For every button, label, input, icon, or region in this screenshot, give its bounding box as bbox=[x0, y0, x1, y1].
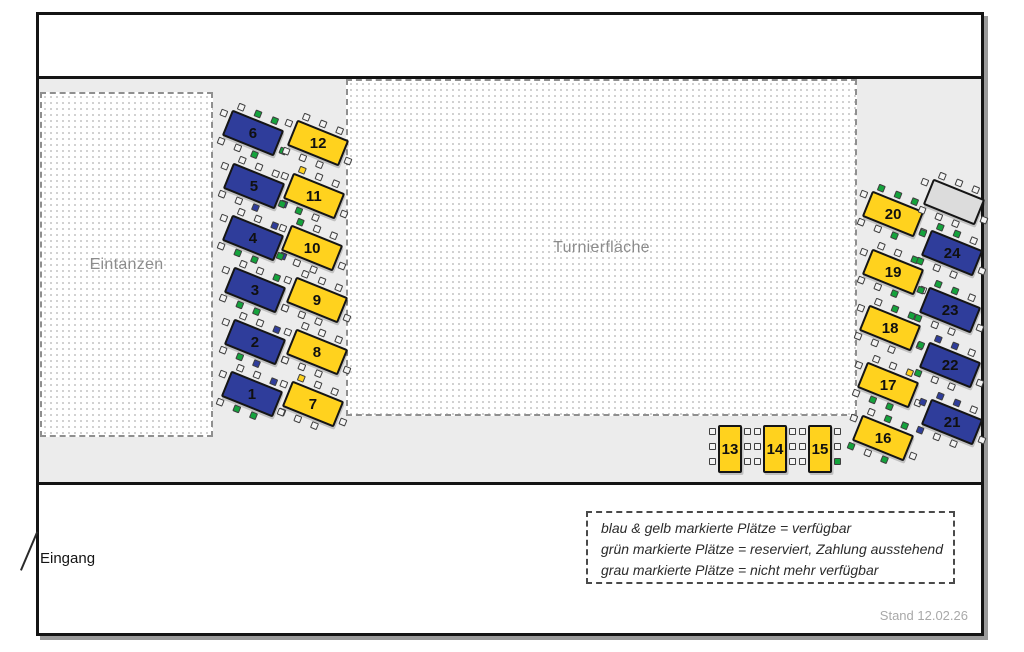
seat-green[interactable] bbox=[270, 116, 279, 125]
seat-gray[interactable] bbox=[219, 346, 228, 355]
seat-gray[interactable] bbox=[280, 172, 289, 181]
seat-gray[interactable] bbox=[854, 361, 863, 370]
table-number: 20 bbox=[884, 205, 902, 223]
seat-gray[interactable] bbox=[932, 432, 941, 441]
seat-gray[interactable] bbox=[947, 382, 956, 391]
seat-gray[interactable] bbox=[216, 398, 225, 407]
seat-gray[interactable] bbox=[237, 103, 246, 112]
seat-gray[interactable] bbox=[278, 224, 287, 233]
table-number: 2 bbox=[250, 333, 260, 351]
seat-gray[interactable] bbox=[218, 190, 227, 199]
seat-gray[interactable] bbox=[236, 364, 245, 373]
seat-gray[interactable] bbox=[283, 276, 292, 285]
seat-gray[interactable] bbox=[932, 263, 941, 272]
seat-gray[interactable] bbox=[789, 443, 796, 450]
seat-green[interactable] bbox=[885, 402, 894, 411]
seat-gray[interactable] bbox=[930, 320, 939, 329]
seat-gray[interactable] bbox=[217, 137, 226, 146]
seat-gray[interactable] bbox=[799, 458, 806, 465]
seat-gray[interactable] bbox=[893, 248, 902, 257]
seat-gray[interactable] bbox=[859, 248, 868, 257]
table-number: 6 bbox=[248, 124, 258, 142]
seat-blue[interactable] bbox=[916, 426, 925, 435]
seat-green[interactable] bbox=[252, 307, 261, 316]
seat-gray[interactable] bbox=[281, 304, 290, 313]
seat-green[interactable] bbox=[250, 150, 259, 159]
table-number: 23 bbox=[941, 301, 959, 319]
table-number: 14 bbox=[766, 440, 784, 458]
seat-gray[interactable] bbox=[233, 143, 242, 152]
table-15-top[interactable] bbox=[808, 425, 832, 473]
status-date-label: Stand 12.02.26 bbox=[879, 608, 968, 623]
seat-gray[interactable] bbox=[309, 265, 318, 274]
seat-gray[interactable] bbox=[859, 190, 868, 199]
seat-gray[interactable] bbox=[971, 185, 980, 194]
seat-blue[interactable] bbox=[252, 359, 261, 368]
seat-green[interactable] bbox=[914, 314, 923, 323]
seat-gray[interactable] bbox=[292, 258, 301, 267]
seat-gray[interactable] bbox=[857, 218, 866, 227]
legend-line-available: blau & gelb markierte Plätze = verfügbar bbox=[601, 520, 852, 536]
seat-green[interactable] bbox=[235, 352, 244, 361]
seat-gray[interactable] bbox=[920, 178, 929, 187]
seat-blue[interactable] bbox=[934, 335, 943, 344]
legend-box bbox=[586, 511, 955, 584]
seat-gray[interactable] bbox=[314, 317, 323, 326]
seat-green[interactable] bbox=[914, 369, 923, 378]
seat-gray[interactable] bbox=[343, 156, 352, 165]
seat-gray[interactable] bbox=[315, 160, 324, 169]
seat-gray[interactable] bbox=[331, 179, 340, 188]
seat-gray[interactable] bbox=[318, 119, 327, 128]
seat-green[interactable] bbox=[847, 442, 856, 451]
seat-gray[interactable] bbox=[888, 361, 897, 370]
seat-gray[interactable] bbox=[330, 387, 339, 396]
seat-gray[interactable] bbox=[834, 428, 841, 435]
seat-gray[interactable] bbox=[220, 162, 229, 171]
seat-gray[interactable] bbox=[977, 435, 986, 444]
seat-gray[interactable] bbox=[311, 213, 320, 222]
seat-green[interactable] bbox=[232, 404, 241, 413]
table-number: 1 bbox=[247, 385, 257, 403]
table-number: 15 bbox=[811, 440, 829, 458]
seat-green[interactable] bbox=[253, 109, 262, 118]
seat-gray[interactable] bbox=[281, 356, 290, 365]
seat-gray[interactable] bbox=[857, 276, 866, 285]
eintanzen-label: Eintanzen bbox=[89, 255, 164, 273]
table-number: 19 bbox=[884, 263, 902, 281]
seat-gray[interactable] bbox=[934, 212, 943, 221]
seat-green[interactable] bbox=[916, 257, 925, 266]
seat-blue[interactable] bbox=[251, 203, 260, 212]
seat-yellow[interactable] bbox=[297, 374, 306, 383]
seat-gray[interactable] bbox=[314, 369, 323, 378]
table-number: 3 bbox=[250, 281, 260, 299]
seat-yellow[interactable] bbox=[298, 166, 307, 175]
seat-gray[interactable] bbox=[744, 443, 751, 450]
seat-gray[interactable] bbox=[709, 443, 716, 450]
seat-gray[interactable] bbox=[297, 310, 306, 319]
legend-line-reserved: grün markierte Plätze = reserviert, Zahlung ausstehend bbox=[601, 541, 944, 557]
seat-gray[interactable] bbox=[799, 428, 806, 435]
table-14-top[interactable] bbox=[763, 425, 787, 473]
seat-gray[interactable] bbox=[949, 270, 958, 279]
seat-gray[interactable] bbox=[918, 206, 927, 215]
turnierflaeche-label: Turnierfläche bbox=[553, 238, 650, 256]
seat-gray[interactable] bbox=[977, 266, 986, 275]
seat-gray[interactable] bbox=[339, 209, 348, 218]
seat-green[interactable] bbox=[890, 289, 899, 298]
legend-line-unavailable: grau markierte Plätze = nicht mehr verfügbar bbox=[601, 562, 879, 578]
seat-gray[interactable] bbox=[217, 242, 226, 251]
seat-gray[interactable] bbox=[283, 328, 292, 337]
seat-gray[interactable] bbox=[789, 428, 796, 435]
seat-gray[interactable] bbox=[887, 345, 896, 354]
seat-gray[interactable] bbox=[852, 389, 861, 398]
seat-green[interactable] bbox=[916, 286, 925, 295]
seat-gray[interactable] bbox=[282, 147, 291, 156]
seat-gray[interactable] bbox=[709, 428, 716, 435]
seat-gray[interactable] bbox=[799, 443, 806, 450]
seat-gray[interactable] bbox=[342, 365, 351, 374]
seat-blue[interactable] bbox=[936, 392, 945, 401]
seat-gray[interactable] bbox=[872, 355, 881, 364]
table-number: 9 bbox=[312, 291, 322, 309]
seat-gray[interactable] bbox=[337, 261, 346, 270]
seat-gray[interactable] bbox=[744, 428, 751, 435]
seat-gray[interactable] bbox=[938, 172, 947, 181]
seat-gray[interactable] bbox=[279, 380, 288, 389]
seat-green[interactable] bbox=[278, 200, 287, 209]
seat-gray[interactable] bbox=[979, 215, 988, 224]
table-number: 7 bbox=[308, 395, 318, 413]
seat-gray[interactable] bbox=[221, 266, 230, 275]
table-number: 17 bbox=[879, 376, 897, 394]
seat-green[interactable] bbox=[877, 184, 886, 193]
seat-green[interactable] bbox=[950, 286, 959, 295]
seat-green[interactable] bbox=[276, 252, 285, 261]
seat-gray[interactable] bbox=[234, 196, 243, 205]
seat-green[interactable] bbox=[880, 455, 889, 464]
table-number: 16 bbox=[874, 429, 892, 447]
seat-gray[interactable] bbox=[908, 451, 917, 460]
seat-gray[interactable] bbox=[870, 338, 879, 347]
seat-green[interactable] bbox=[890, 231, 899, 240]
seat-green[interactable] bbox=[890, 304, 899, 313]
seat-gray[interactable] bbox=[874, 298, 883, 307]
table-number: 24 bbox=[943, 244, 961, 262]
seat-green[interactable] bbox=[893, 190, 902, 199]
seat-green[interactable] bbox=[250, 255, 259, 264]
seat-gray[interactable] bbox=[754, 443, 761, 450]
seat-gray[interactable] bbox=[277, 408, 286, 417]
turnierflaeche-region bbox=[346, 79, 857, 416]
seat-gray[interactable] bbox=[873, 224, 882, 233]
seat-blue[interactable] bbox=[952, 398, 961, 407]
table-number: 21 bbox=[943, 413, 961, 431]
seat-gray[interactable] bbox=[335, 126, 344, 135]
seat-gray[interactable] bbox=[951, 219, 960, 228]
seat-green[interactable] bbox=[916, 341, 925, 350]
seat-gray[interactable] bbox=[877, 242, 886, 251]
seat-gray[interactable] bbox=[310, 421, 319, 430]
table-number: 13 bbox=[721, 440, 739, 458]
seat-green[interactable] bbox=[868, 395, 877, 404]
seat-blue[interactable] bbox=[918, 398, 927, 407]
seat-gray[interactable] bbox=[863, 448, 872, 457]
seat-gray[interactable] bbox=[954, 178, 963, 187]
seat-gray[interactable] bbox=[754, 458, 761, 465]
table-number: 4 bbox=[248, 229, 258, 247]
eintanzen-region bbox=[40, 92, 213, 437]
seat-green[interactable] bbox=[883, 414, 892, 423]
seat-gray[interactable] bbox=[297, 362, 306, 371]
seat-gray[interactable] bbox=[221, 318, 230, 327]
seat-blue[interactable] bbox=[950, 341, 959, 350]
seat-gray[interactable] bbox=[949, 439, 958, 448]
seat-gray[interactable] bbox=[314, 172, 323, 181]
seat-gray[interactable] bbox=[867, 408, 876, 417]
table-14 bbox=[752, 417, 798, 481]
seat-gray[interactable] bbox=[754, 428, 761, 435]
seat-gray[interactable] bbox=[218, 370, 227, 379]
seat-gray[interactable] bbox=[298, 153, 307, 162]
seat-gray[interactable] bbox=[975, 378, 984, 387]
table-15 bbox=[797, 417, 843, 481]
seat-green[interactable] bbox=[918, 229, 927, 238]
seat-gray[interactable] bbox=[284, 119, 293, 128]
seat-green[interactable] bbox=[233, 248, 242, 257]
seat-gray[interactable] bbox=[854, 332, 863, 341]
seat-green[interactable] bbox=[834, 458, 841, 465]
seat-gray[interactable] bbox=[252, 370, 261, 379]
seat-gray[interactable] bbox=[219, 294, 228, 303]
table-number: 12 bbox=[309, 134, 327, 152]
table-number: 18 bbox=[881, 319, 899, 337]
seat-gray[interactable] bbox=[849, 414, 858, 423]
seat-gray[interactable] bbox=[744, 458, 751, 465]
seat-green[interactable] bbox=[249, 411, 258, 420]
seat-gray[interactable] bbox=[930, 375, 939, 384]
seat-gray[interactable] bbox=[338, 417, 347, 426]
table-number: 22 bbox=[941, 356, 959, 374]
table-number: 10 bbox=[303, 239, 321, 257]
seat-gray[interactable] bbox=[342, 313, 351, 322]
seat-green[interactable] bbox=[934, 280, 943, 289]
seat-gray[interactable] bbox=[219, 214, 228, 223]
table-number: 8 bbox=[312, 343, 322, 361]
seat-gray[interactable] bbox=[967, 348, 976, 357]
seat-gray[interactable] bbox=[969, 405, 978, 414]
seat-gray[interactable] bbox=[709, 458, 716, 465]
table-13-top[interactable] bbox=[718, 425, 742, 473]
seat-gray[interactable] bbox=[789, 458, 796, 465]
seat-gray[interactable] bbox=[313, 380, 322, 389]
seat-gray[interactable] bbox=[873, 282, 882, 291]
table-13 bbox=[707, 417, 753, 481]
seat-gray[interactable] bbox=[975, 323, 984, 332]
seat-gray[interactable] bbox=[967, 293, 976, 302]
table-number: 5 bbox=[249, 177, 259, 195]
seat-green[interactable] bbox=[235, 300, 244, 309]
seat-gray[interactable] bbox=[947, 327, 956, 336]
eingang-label: Eingang bbox=[40, 550, 96, 567]
table-number: 11 bbox=[306, 187, 322, 205]
seat-gray[interactable] bbox=[219, 109, 228, 118]
seat-gray[interactable] bbox=[302, 113, 311, 122]
seat-green[interactable] bbox=[294, 206, 303, 215]
seat-gray[interactable] bbox=[293, 414, 302, 423]
seat-gray[interactable] bbox=[856, 304, 865, 313]
